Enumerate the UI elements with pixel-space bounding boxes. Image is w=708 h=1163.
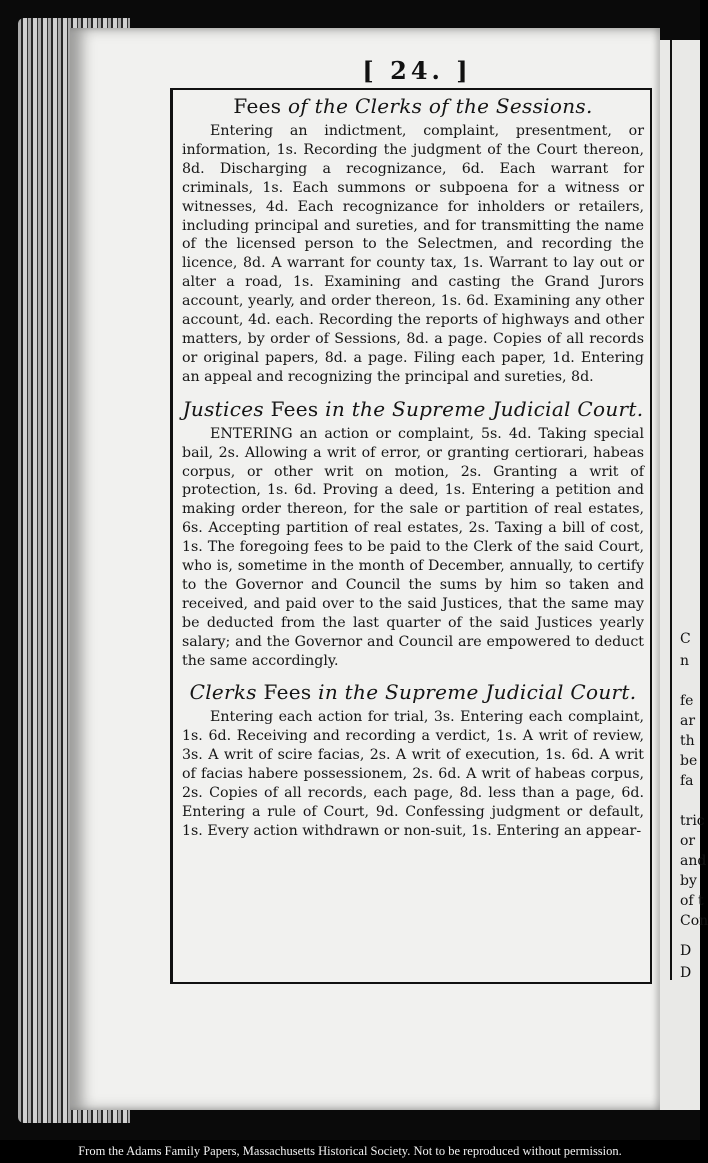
- copyright-footer: From the Adams Family Papers, Massachusetts Historical Society. Not to be reproduced without permission.: [0, 1140, 700, 1163]
- heading-italic: of the Clerks of the Sessions.: [287, 94, 593, 118]
- facing-fragment: D: [680, 965, 692, 981]
- facing-page-strip: [660, 40, 708, 1110]
- section-body-justices: ENTERING an action or complaint, 5s. 4d. Taking special bail, 2s. Allowing a writ of error, or granting certiorari, habeas corpus, or other writ on motion, 2s. Granting a writ of protection, 1s. 6d. Proving a deed, 1s. Entering a petition and making order thereon, for the sale or partition of real estates, 6s. Accepting partition of real estates, 2s. Taxing a bill of cost, 1s. The foregoing fees to be paid to the Clerk of the said Court, who is, sometime in the month of December, annually, to certify to the Governor and Council the sums by him so taken and received, and paid over to the said Justices, that the same may be deducted from the last quarter of the said Justices yearly salary; and the Governor and Council are empowered to deduct the same accordingly.: [182, 425, 644, 669]
- section-gap: [182, 387, 644, 393]
- facing-fragment: th: [680, 733, 695, 749]
- heading-word: Fees: [263, 680, 312, 705]
- section-heading-sessions: [182, 92, 644, 120]
- heading-italic: in the Supreme Judicial Court.: [325, 396, 644, 421]
- facing-fragment: n: [680, 653, 690, 669]
- heading-italic-lead: Clerks: [189, 680, 257, 705]
- page-number: [ 24. ]: [362, 56, 472, 85]
- facing-fragment: ar: [680, 713, 696, 729]
- facing-fragment: tric: [680, 813, 705, 829]
- facing-fragment: by: [680, 873, 697, 889]
- facing-fragment: of t: [680, 893, 704, 909]
- facing-fragment: or: [680, 833, 696, 849]
- section-heading-justices: [182, 395, 644, 423]
- heading-word: Fees: [270, 396, 319, 421]
- page-text: [182, 90, 644, 841]
- section-gap: [182, 670, 644, 676]
- facing-fragment: fe: [680, 693, 694, 709]
- facing-page-rule: [670, 40, 672, 980]
- facing-fragment: D: [680, 943, 692, 959]
- section-body-sessions: Entering an indictment, complaint, presentment, or information, 1s. Recording the judgment of the Court thereon, 8d. Discharging a recognizance, 6d. Each warrant for criminals, 1s. Each summons or subpoena for a witness or witnesses, 4d. Each recognizance for inholders or retailers, including principal and sureties, and for transmitting the name of the licensed person to the Selectmen, and recording the licence, 8d. A warrant for county tax, 1s. Warrant to lay out or alter a road, 1s. Examining and casting the Grand Jurors account, yearly, and order thereon, 1s. 6d. Examining any other account, 4d. each. Recording the reports of highways and other matters, by order of Sessions, 8d. a page. Copies of all records or original papers, 8d. a page. Filing each paper, 1d. Entering an appeal and recognizing the principal and sureties, 8d.: [182, 123, 644, 385]
- facing-fragment: Con: [680, 913, 708, 929]
- facing-fragment: be: [680, 753, 698, 769]
- facing-fragment: C: [680, 631, 691, 647]
- facing-fragment: fa: [680, 773, 694, 789]
- heading-word: Fees: [233, 94, 282, 118]
- heading-italic: in the Supreme Judicial Court.: [318, 680, 637, 705]
- facing-fragment: and: [680, 853, 707, 869]
- section-body-clerks: Entering each action for trial, 3s. Entering each complaint, 1s. 6d. Receiving and recording a verdict, 1s. A writ of review, 3s. A writ of scire facias, 2s. A writ of execution, 1s. 6d. A writ of facias habere possessionem, 2s. 6d. A writ of habeas corpus, 2s. Copies of all records, each page, 8d. less than a page, 6d. Entering a rule of Court, 9d. Confessing judgment or default, 1s. Every action withdrawn or non-suit, 1s. Entering an appear-: [182, 709, 644, 839]
- section-heading-clerks: [182, 678, 644, 706]
- heading-italic-lead: Justices: [182, 396, 264, 421]
